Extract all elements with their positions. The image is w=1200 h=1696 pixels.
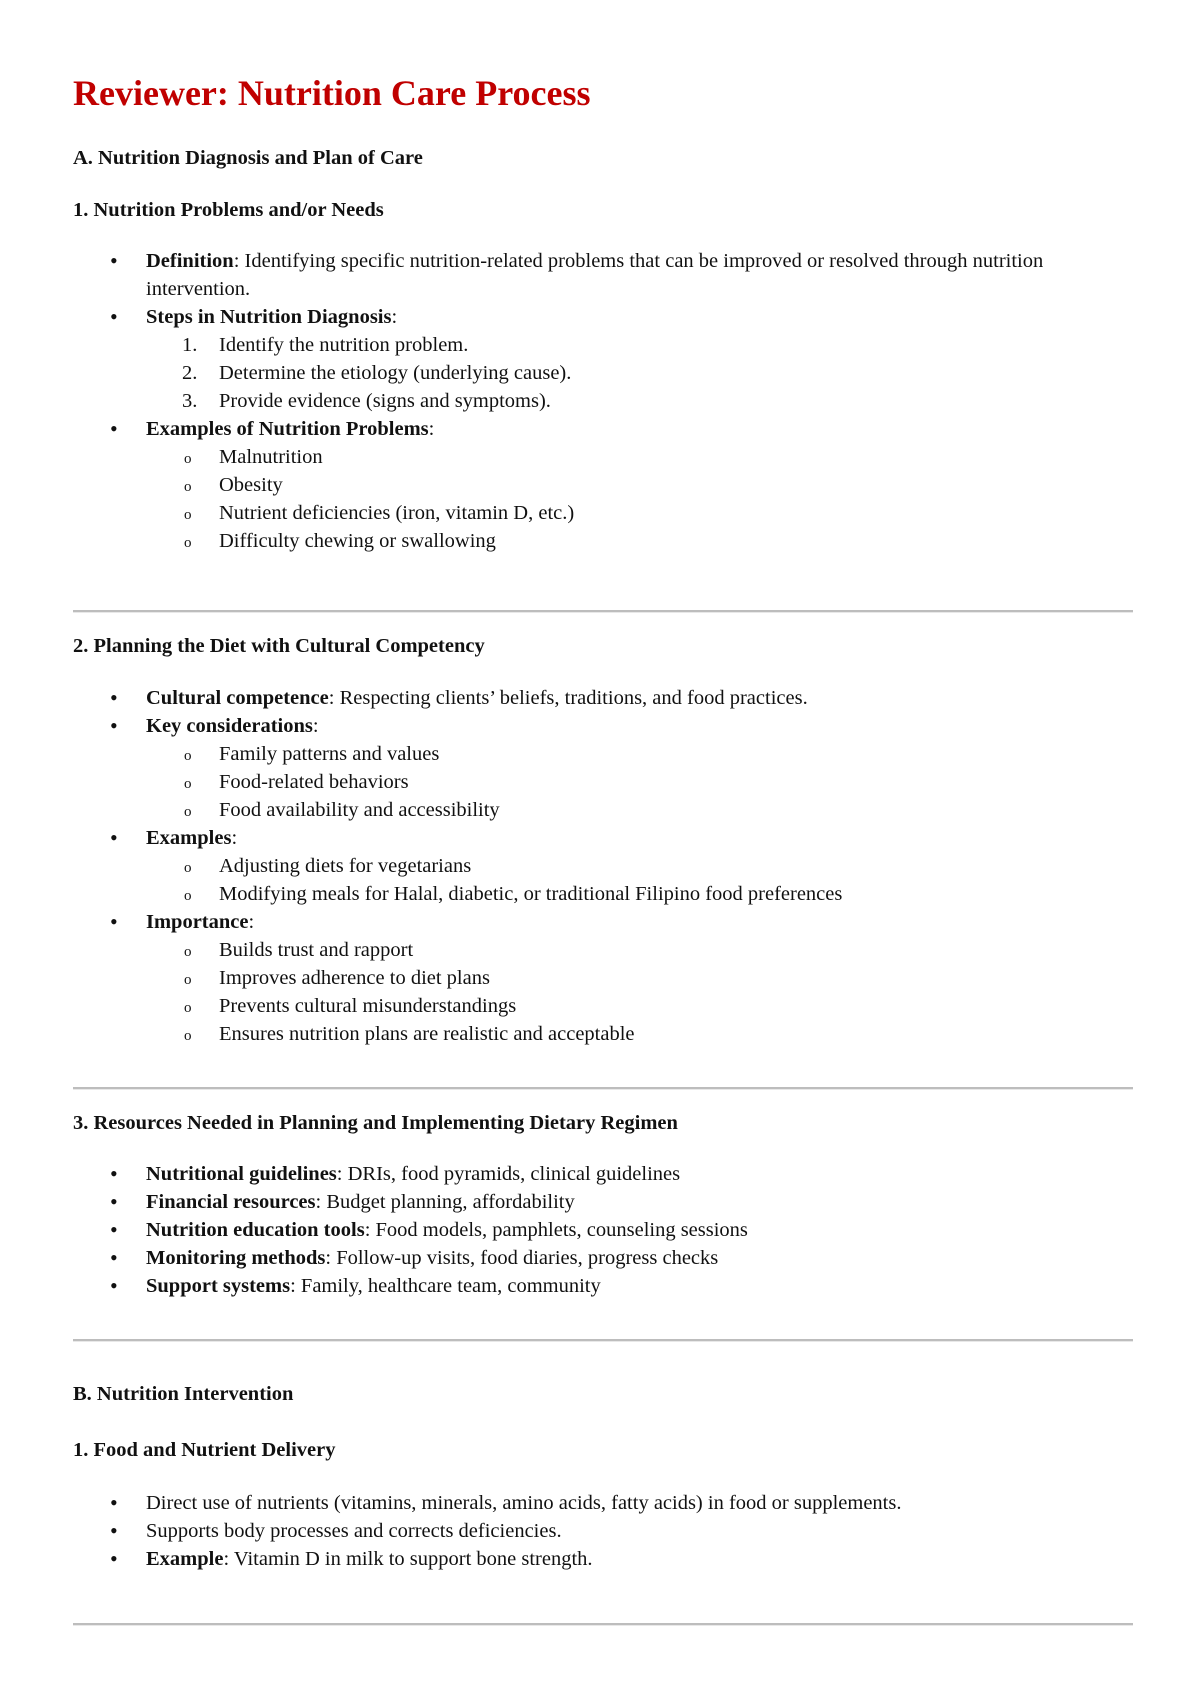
consideration-item: o Food-related behaviors [0,768,1200,796]
step-item: 1. Identify the nutrition problem. [182,334,469,356]
importance-item: o Builds trust and rapport [0,936,1200,964]
example-item: o Malnutrition [0,443,1200,471]
divider [73,1087,1133,1090]
importance-item: o Ensures nutrition plans are realistic and acceptable [0,1020,1200,1048]
divider [73,1339,1133,1342]
section-a2-heading: 2. Planning the Diet with Cultural Competency [73,635,485,657]
list-item-examples: • Examples: [0,824,1200,852]
resource-item: • Monitoring methods: Follow-up visits, food diaries, progress checks [0,1244,1200,1272]
consideration-item: o Family patterns and values [0,740,1200,768]
list-item-example: • Example: Vitamin D in milk to support bone strength. [0,1545,1200,1573]
importance-item: o Prevents cultural misunderstandings [0,992,1200,1020]
resource-item: • Support systems: Family, healthcare team, community [0,1272,1200,1300]
step-item: 2. Determine the etiology (underlying cause). [182,362,572,384]
section-b1-list [0,1489,1200,1573]
section-a2-list [0,684,1200,1048]
section-a1-heading: 1. Nutrition Problems and/or Needs [73,199,384,221]
section-a-heading: A. Nutrition Diagnosis and Plan of Care [73,147,423,169]
example-item: o Obesity [0,471,1200,499]
section-b-heading: B. Nutrition Intervention [73,1383,294,1405]
divider [73,1623,1133,1626]
list-item-definition: • Definition: Identifying specific nutrition-related problems that can be improved or resolved through nutrition intervention. [0,247,1126,303]
example-item: o Modifying meals for Halal, diabetic, or traditional Filipino food preferences [0,880,1200,908]
section-a1-list [0,247,1200,555]
list-item-cultural-competence: • Cultural competence: Respecting clients’ beliefs, traditions, and food practices. [0,684,1200,712]
step-item: 3. Provide evidence (signs and symptoms). [182,390,551,412]
list-item-steps: • Steps in Nutrition Diagnosis: [0,303,1200,331]
list-item-key-considerations: • Key considerations: [0,712,1200,740]
delivery-item: • Direct use of nutrients (vitamins, minerals, amino acids, fatty acids) in food or supplements. [0,1489,1200,1517]
divider [73,610,1133,613]
list-item-importance: • Importance: [0,908,1200,936]
importance-item: o Improves adherence to diet plans [0,964,1200,992]
example-item: o Adjusting diets for vegetarians [0,852,1200,880]
list-item-examples: • Examples of Nutrition Problems: [0,415,1200,443]
example-item: o Difficulty chewing or swallowing [0,527,1200,555]
resource-item: • Nutrition education tools: Food models, pamphlets, counseling sessions [0,1216,1200,1244]
delivery-item: • Supports body processes and corrects deficiencies. [0,1517,1200,1545]
consideration-item: o Food availability and accessibility [0,796,1200,824]
document-title: Reviewer: Nutrition Care Process [73,73,591,113]
section-a3-list [0,1160,1200,1300]
section-b1-heading: 1. Food and Nutrient Delivery [73,1439,336,1461]
example-item: o Nutrient deficiencies (iron, vitamin D, etc.) [0,499,1200,527]
resource-item: • Financial resources: Budget planning, affordability [0,1188,1200,1216]
section-a3-heading: 3. Resources Needed in Planning and Implementing Dietary Regimen [73,1112,678,1134]
resource-item: • Nutritional guidelines: DRIs, food pyramids, clinical guidelines [0,1160,1200,1188]
